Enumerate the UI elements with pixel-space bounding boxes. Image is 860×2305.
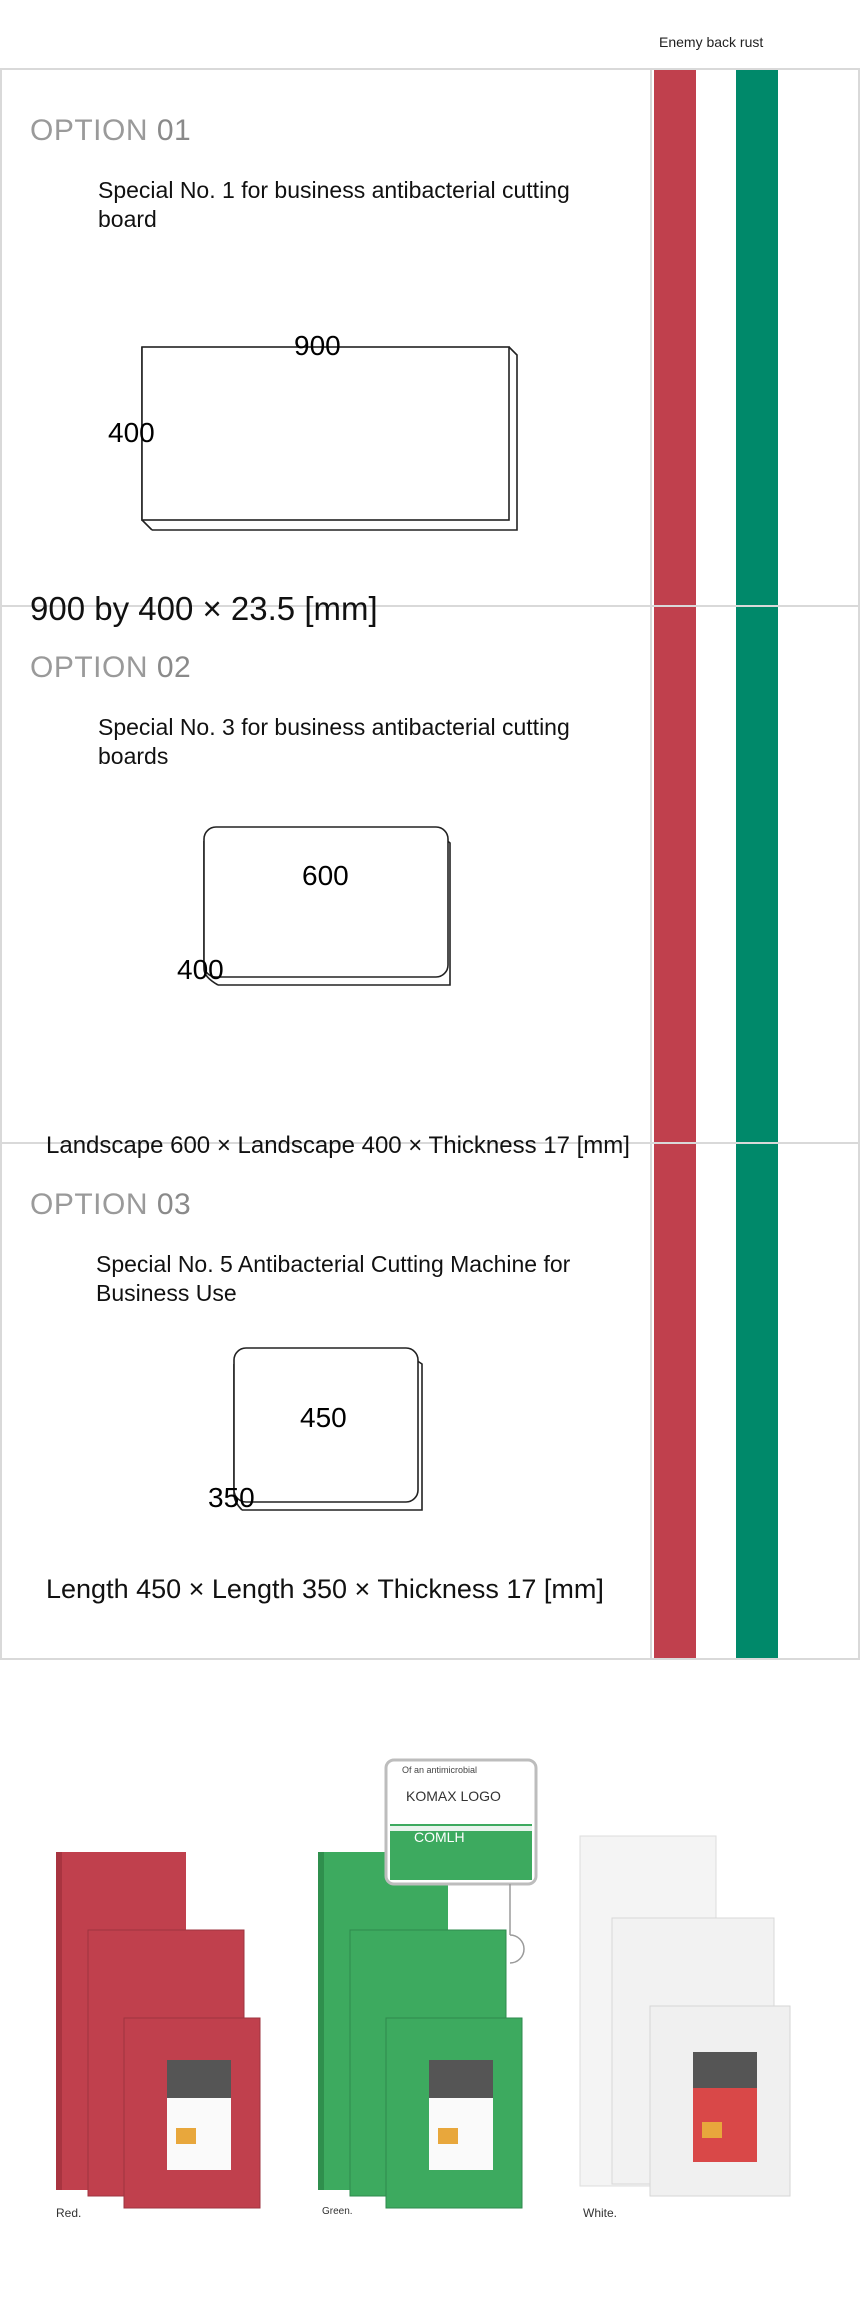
board-diagram — [192, 807, 472, 1007]
option-number: 03 — [156, 1188, 192, 1221]
option-spec: 900 by 400 × 23.5 [mm] — [30, 590, 378, 627]
option-description: Special No. 1 for business antibacterial cutting board — [98, 177, 570, 232]
height-dimension: 400 — [177, 954, 224, 985]
red-color-swatch — [654, 1144, 696, 1658]
option-label — [30, 114, 191, 148]
green-color-swatch — [736, 70, 778, 605]
callout-small-text: Of an antimicrobial — [402, 1765, 478, 1775]
callout-brand-text: COMLH — [414, 1829, 465, 1845]
option-number: 02 — [156, 651, 192, 684]
option-row-2 — [0, 607, 860, 1159]
option-description: Special No. 3 for business antibacterial cutting boards — [98, 714, 570, 769]
option-cell — [0, 70, 652, 627]
option-prefix: OPTION — [30, 651, 149, 684]
color-column-header: Enemy back rust — [659, 34, 764, 50]
product-photo — [0, 1740, 860, 2220]
red-product-label: Red. — [56, 2206, 82, 2220]
option-label — [30, 1188, 191, 1222]
white-product-label: White. — [583, 2206, 618, 2220]
red-color-swatch — [654, 607, 696, 1142]
option-row-1 — [0, 70, 860, 627]
green-product-label: Green. — [322, 2206, 353, 2217]
callout-logo-text: KOMAX LOGO — [406, 1788, 501, 1804]
width-dimension: 600 — [302, 860, 349, 891]
option-cell — [0, 1144, 652, 1658]
option-number: 01 — [156, 114, 192, 147]
green-color-swatch — [736, 1144, 778, 1658]
red-color-swatch — [654, 70, 696, 605]
option-prefix: OPTION — [30, 114, 149, 147]
option-spec: Length 450 × Length 350 × Thickness 17 [mm] — [46, 1574, 604, 1604]
option-row-3 — [0, 1144, 860, 1658]
option-label — [30, 651, 191, 685]
option-spec: Landscape 600 × Landscape 400 × Thickness 17 [mm] — [46, 1132, 630, 1159]
option-description: Special No. 5 Antibacterial Cutting Machine for Business Use — [96, 1251, 571, 1306]
green-board-stack — [318, 1852, 522, 2208]
width-dimension: 900 — [294, 330, 341, 361]
white-board-stack — [580, 1836, 790, 2196]
width-dimension: 450 — [300, 1402, 347, 1433]
options-table — [0, 68, 860, 1660]
height-dimension: 350 — [208, 1482, 255, 1513]
board-diagram — [102, 276, 532, 536]
height-dimension: 400 — [108, 417, 155, 448]
option-prefix: OPTION — [30, 1188, 149, 1221]
red-board-stack — [56, 1852, 260, 2208]
option-cell — [0, 607, 652, 1159]
green-color-swatch — [736, 607, 778, 1142]
